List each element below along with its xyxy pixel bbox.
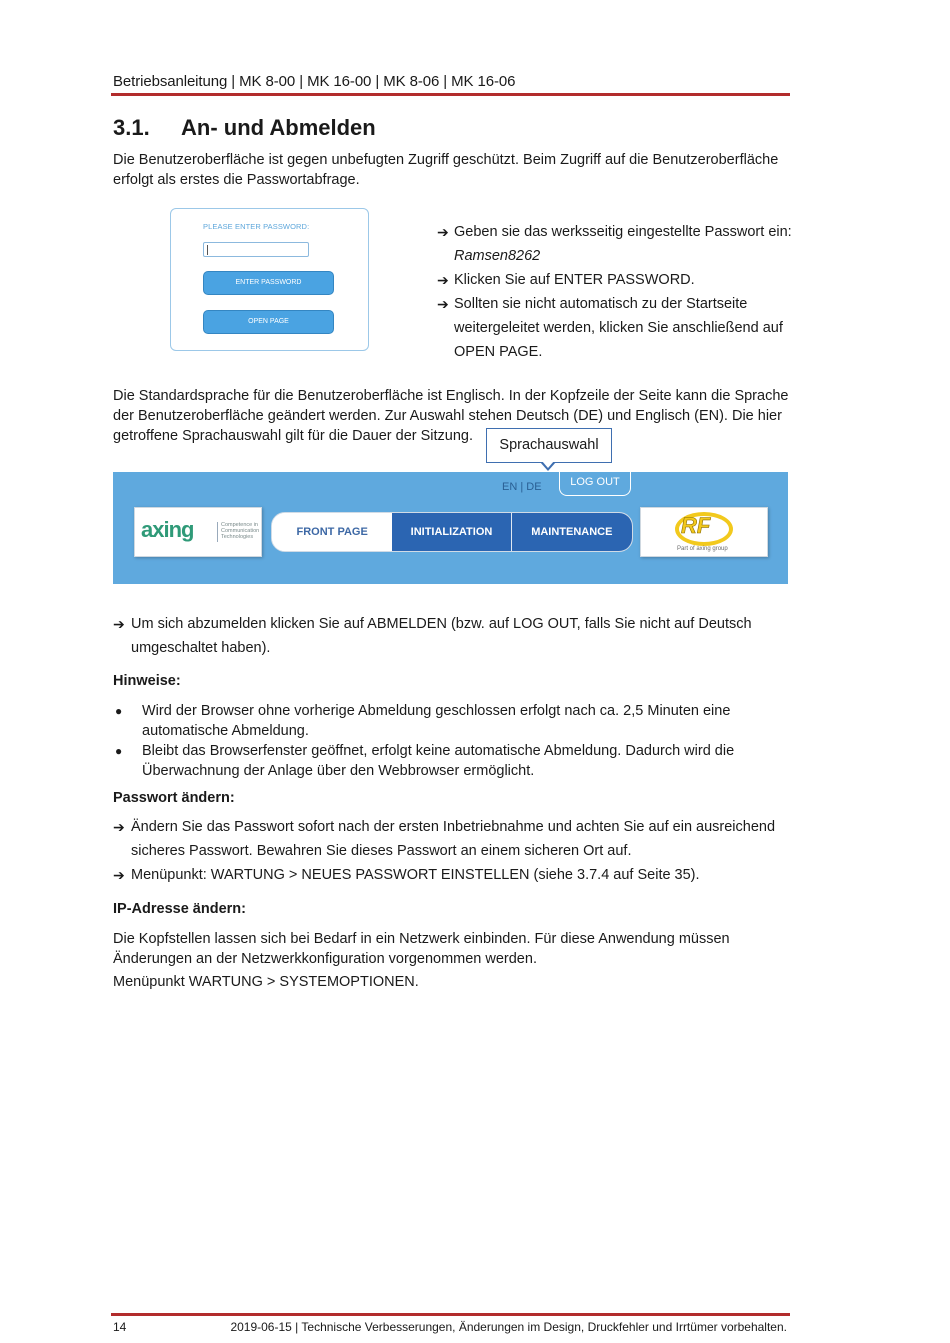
login-steps: [437, 220, 797, 364]
ip-change-heading: IP-Adresse ändern:: [113, 901, 246, 917]
axing-logo: [134, 507, 262, 557]
rf-subtitle: Part of axing group: [677, 546, 728, 552]
section-title: An- und Abmelden: [181, 115, 376, 140]
list-item: ➔ Um sich abzumelden klicken Sie auf ABMELDEN (bzw. auf LOG OUT, falls Sie nicht auf Deutsch umgeschaltet haben).: [113, 612, 798, 660]
footer-disclaimer: 2019-06-15 | Technische Verbesserungen, Änderungen im Design, Druckfehler und Irrtümer vorbehalten.: [230, 1320, 787, 1334]
list-item: ● Bleibt das Browserfenster geöffnet, erfolgt keine automatische Abmeldung. Dadurch wird die Überwachnung der Anlage über den Webbrowser ermöglicht.: [115, 743, 735, 779]
list-item: ➔ Ändern Sie das Passwort sofort nach der ersten Inbetriebnahme und achten Sie auf ein ausreichend sicheres Passwort. Bewahren Sie dieses Passwort an einem sicheren Ort auf.: [113, 815, 798, 863]
language-switch[interactable]: EN | DE: [502, 481, 542, 493]
arrow-right-icon: ➔: [113, 867, 125, 883]
list-item: ● Wird der Browser ohne vorherige Abmeldung geschlossen erfolgt nach ca. 2,5 Minuten eine automatische Abmeldung.: [115, 703, 731, 739]
arrow-right-icon: ➔: [113, 616, 125, 632]
password-label: PLEASE ENTER PASSWORD:: [203, 222, 310, 231]
tab-front-page[interactable]: FRONT PAGE: [272, 513, 392, 551]
ip-menu-path: Menüpunkt WARTUNG > SYSTEMOPTIONEN.: [113, 974, 419, 990]
header-rule: [111, 93, 790, 96]
webui-header-bar: [113, 472, 788, 584]
list-item: ➔ Klicken Sie auf ENTER PASSWORD.: [437, 268, 797, 292]
callout-language: Sprachauswahl: [486, 428, 612, 463]
tab-initialization[interactable]: INITIALIZATION: [392, 513, 511, 551]
arrow-right-icon: ➔: [437, 224, 449, 240]
enter-password-button[interactable]: ENTER PASSWORD: [203, 271, 334, 295]
arrow-right-icon: ➔: [113, 819, 125, 835]
section-number: 3.1.: [113, 115, 150, 140]
main-navigation: [271, 512, 633, 552]
rf-logo: [640, 507, 768, 557]
axing-wordmark: axing: [141, 517, 194, 542]
hints-list: [113, 701, 798, 781]
hints-heading: Hinweise:: [113, 673, 181, 689]
ip-change-paragraph: Die Kopfstellen lassen sich bei Bedarf in ein Netzwerk einbinden. Für diese Anwendung müssen Änderungen an der Netzwerkkonfiguration vorgenommen werden.: [113, 931, 730, 967]
running-header: Betriebsanleitung | MK 8-00 | MK 16-00 | MK 8-06 | MK 16-06: [113, 73, 516, 90]
password-change-list: [113, 815, 798, 887]
password-change-heading: Passwort ändern:: [113, 790, 235, 806]
bullet-icon: ●: [115, 744, 123, 758]
logout-button[interactable]: LOG OUT: [559, 472, 631, 496]
login-dialog: [170, 208, 369, 351]
axing-tagline: Competence in Communication Technologies: [221, 522, 260, 540]
list-item: ➔ Sollten sie nicht automatisch zu der Startseite weitergeleitet werden, klicken Sie anschließend auf OPEN PAGE.: [437, 292, 797, 364]
tab-maintenance[interactable]: MAINTENANCE: [512, 513, 632, 551]
logout-instruction: [113, 612, 798, 660]
list-item: ➔ Geben sie das werksseitig eingestellte Passwort ein: Ramsen8262: [437, 220, 797, 268]
logo-divider: [217, 522, 218, 542]
password-input[interactable]: [203, 242, 309, 257]
default-password: Ramsen8262: [454, 248, 541, 264]
page-number: 14: [113, 1320, 127, 1334]
callout-pointer-fill: [542, 461, 554, 468]
open-page-button[interactable]: OPEN PAGE: [203, 310, 334, 334]
section-heading: [113, 115, 376, 141]
arrow-right-icon: ➔: [437, 272, 449, 288]
language-paragraph: Die Standardsprache für die Benutzeroberfläche ist Englisch. In der Kopfzeile der Seite kann die Sprache der Benutzeroberfläche geändert werden. Zur Auswahl stehen Deutsch (DE) und Englisch (EN). Die hier getroffene Sprachauswahl gilt für die Dauer der Sitzung.: [113, 388, 789, 444]
list-item: ➔ Menüpunkt: WARTUNG > NEUES PASSWORT EINSTELLEN (siehe 3.7.4 auf Seite 35).: [113, 863, 798, 887]
rf-wordmark: RF: [681, 513, 711, 538]
text-caret: [207, 245, 208, 255]
intro-paragraph: Die Benutzeroberfläche ist gegen unbefugten Zugriff geschützt. Beim Zugriff auf die Benutzeroberfläche erfolgt als erstes die Passwortabfrage.: [113, 152, 779, 188]
arrow-right-icon: ➔: [437, 296, 449, 312]
bullet-icon: ●: [115, 704, 123, 718]
footer-rule: [111, 1313, 790, 1316]
